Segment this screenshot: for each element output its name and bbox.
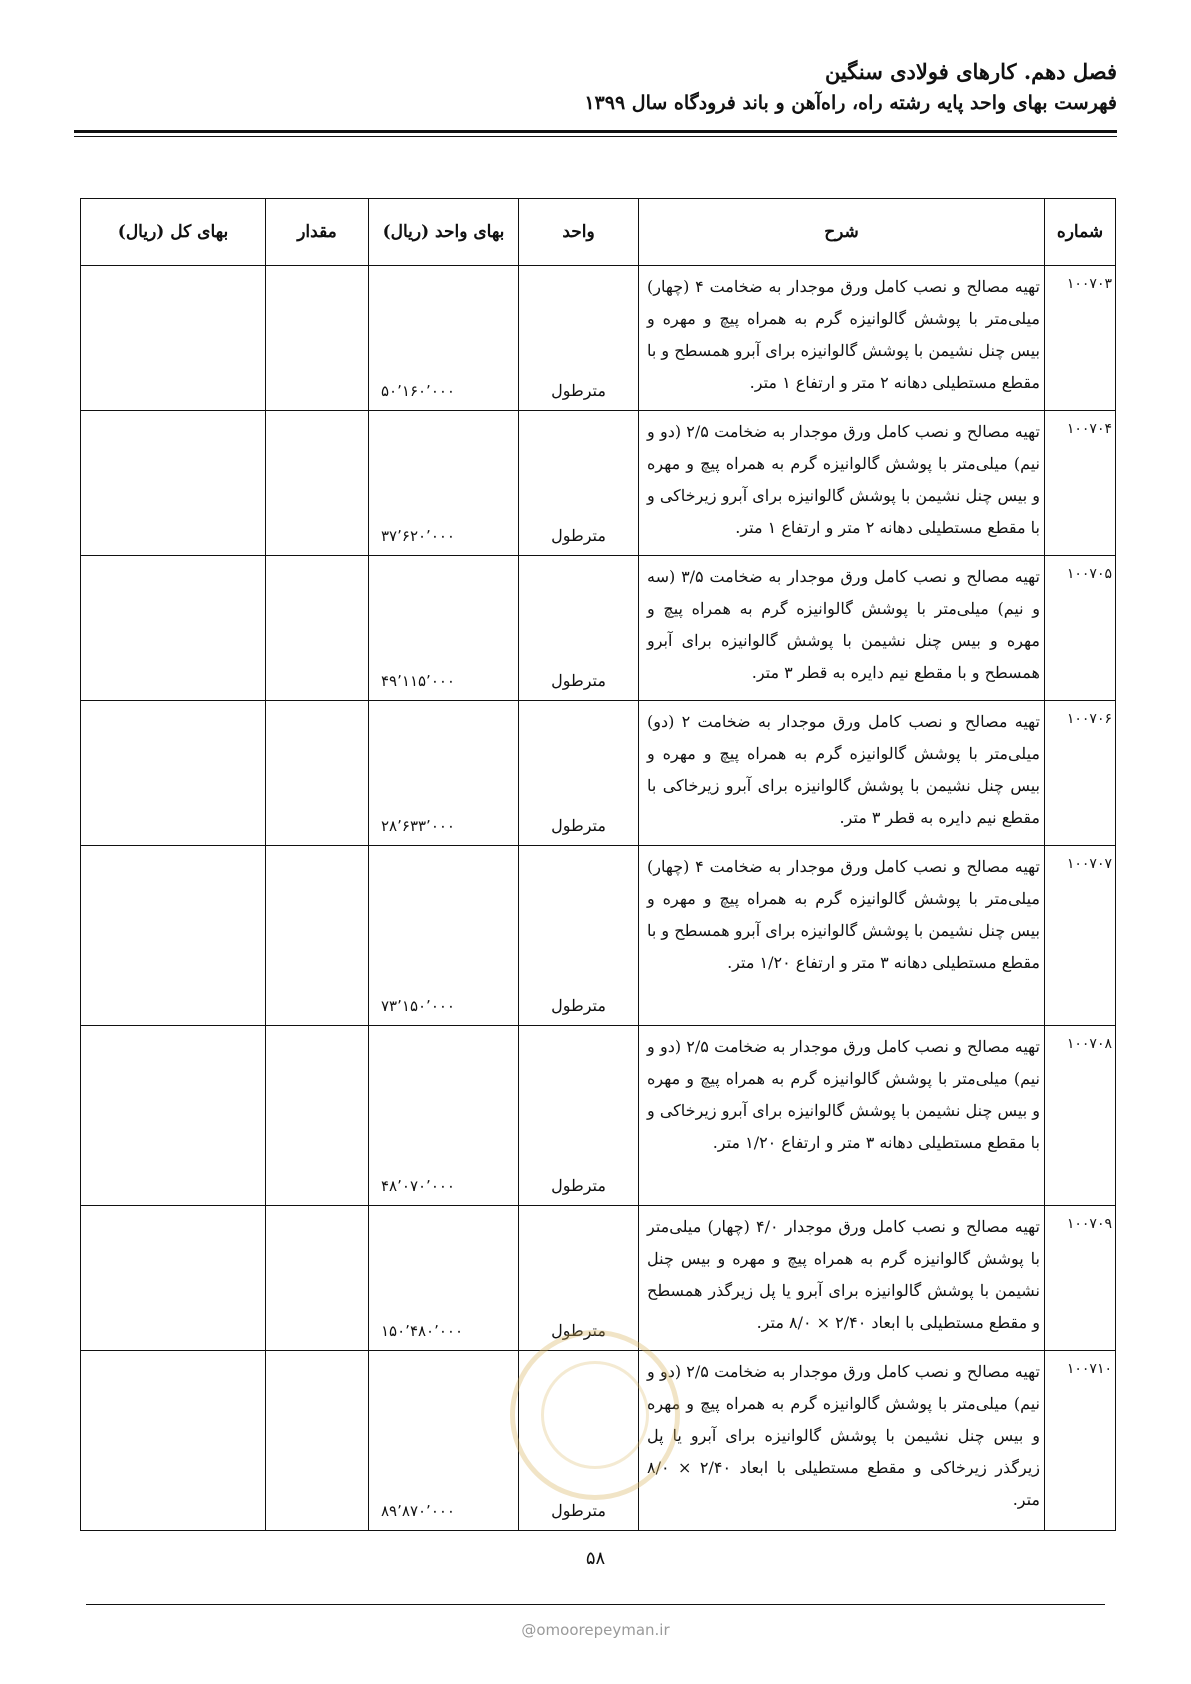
item-total-price [81, 556, 266, 701]
item-quantity [266, 1206, 369, 1351]
table-row [81, 1026, 1116, 1206]
footer-website: @omoorepeyman.ir [521, 1621, 670, 1639]
item-number: ۱۰۰۷۰۵ [1045, 556, 1116, 701]
column-header-description: شرح [639, 199, 1045, 266]
page-number: ۵۸ [585, 1548, 606, 1569]
header-rule-thick [74, 130, 1117, 133]
item-number: ۱۰۰۷۰۸ [1045, 1026, 1116, 1206]
page-header [74, 56, 1117, 118]
item-total-price [81, 411, 266, 556]
table-row [81, 1351, 1116, 1531]
item-description: تهیه مصالح و نصب کامل ورق موجدار به ضخامت ۳/۵ (سه و نیم) میلی‌متر با پوشش گالوانیزه گرم به همراه پیچ و مهره و بیس چنل نشیمن با پوشش گالوانیزه برای آبرو همسطح و با مقطع نیم دایره به قطر ۳ متر. [639, 556, 1045, 701]
item-quantity [266, 1351, 369, 1531]
item-unit-price: ۴۸٬۰۷۰٬۰۰۰ [369, 1026, 519, 1206]
item-unit: مترطول [519, 556, 639, 701]
item-total-price [81, 1351, 266, 1531]
item-unit-price: ۷۳٬۱۵۰٬۰۰۰ [369, 846, 519, 1026]
item-number: ۱۰۰۷۱۰ [1045, 1351, 1116, 1531]
table-row [81, 556, 1116, 701]
table-row [81, 266, 1116, 411]
item-unit-price: ۳۷٬۶۲۰٬۰۰۰ [369, 411, 519, 556]
column-header-quantity: مقدار [266, 199, 369, 266]
item-description: تهیه مصالح و نصب کامل ورق موجدار به ضخامت ۴ (چهار) میلی‌متر با پوشش گالوانیزه گرم به همراه پیچ و مهره و بیس چنل نشیمن با پوشش گالوانیزه برای آبرو همسطح و با مقطع مستطیلی دهانه ۳ متر و ارتفاع ۱/۲۰ متر. [639, 846, 1045, 1026]
item-number: ۱۰۰۷۰۳ [1045, 266, 1116, 411]
item-quantity [266, 556, 369, 701]
document-subtitle: فهرست بهای واحد پایه رشته راه، راه‌آهن و باند فرودگاه سال ۱۳۹۹ [584, 92, 1117, 114]
item-unit-price: ۱۵۰٬۴۸۰٬۰۰۰ [369, 1206, 519, 1351]
item-unit: مترطول [519, 1026, 639, 1206]
item-total-price [81, 266, 266, 411]
item-description: تهیه مصالح و نصب کامل ورق موجدار به ضخامت ۲/۵ (دو و نیم) میلی‌متر با پوشش گالوانیزه گرم به همراه پیچ و مهره و بیس چنل نشیمن با پوشش گالوانیزه برای آبرو زیرخاکی و با مقطع مستطیلی دهانه ۲ متر و ارتفاع ۱ متر. [639, 411, 1045, 556]
item-quantity [266, 1026, 369, 1206]
item-description: تهیه مصالح و نصب کامل ورق موجدار به ضخامت ۲/۵ (دو و نیم) میلی‌متر با پوشش گالوانیزه گرم به همراه پیچ و مهره و بیس چنل نشیمن با پوشش گالوانیزه برای آبرو زیرخاکی و با مقطع مستطیلی دهانه ۳ متر و ارتفاع ۱/۲۰ متر. [639, 1026, 1045, 1206]
item-description: تهیه مصالح و نصب کامل ورق موجدار ۴/۰ (چهار) میلی‌متر با پوشش گالوانیزه گرم به همراه پیچ و مهره و بیس چنل نشیمن با پوشش گالوانیزه برای آبرو یا پل زیرگذر همسطح و مقطع مستطیلی با ابعاد ۲/۴۰ × ۸/۰ متر. [639, 1206, 1045, 1351]
item-unit-price: ۸۹٬۸۷۰٬۰۰۰ [369, 1351, 519, 1531]
item-quantity [266, 701, 369, 846]
item-unit-price: ۵۰٬۱۶۰٬۰۰۰ [369, 266, 519, 411]
table-row [81, 1206, 1116, 1351]
item-number: ۱۰۰۷۰۶ [1045, 701, 1116, 846]
item-unit-price: ۲۸٬۶۳۳٬۰۰۰ [369, 701, 519, 846]
table-row [81, 846, 1116, 1026]
column-header-number: شماره [1045, 199, 1116, 266]
item-description: تهیه مصالح و نصب کامل ورق موجدار به ضخامت ۲/۵ (دو و نیم) میلی‌متر با پوشش گالوانیزه گرم به همراه پیچ و مهره و بیس چنل نشیمن با پوشش گالوانیزه برای آبرو یا پل زیرگذر زیرخاکی و مقطع مستطیلی با ابعاد ۲/۴۰ × ۸/۰ متر. [639, 1351, 1045, 1531]
item-unit: مترطول [519, 701, 639, 846]
item-description: تهیه مصالح و نصب کامل ورق موجدار به ضخامت ۴ (چهار) میلی‌متر با پوشش گالوانیزه گرم به همراه پیچ و مهره و بیس چنل نشیمن با پوشش گالوانیزه برای آبرو همسطح و با مقطع مستطیلی دهانه ۲ متر و ارتفاع ۱ متر. [639, 266, 1045, 411]
chapter-title: فصل دهم. کارهای فولادی سنگین [824, 59, 1117, 84]
item-total-price [81, 1026, 266, 1206]
item-unit-price: ۴۹٬۱۱۵٬۰۰۰ [369, 556, 519, 701]
item-unit: مترطول [519, 1206, 639, 1351]
footer-rule [86, 1604, 1105, 1605]
item-quantity [266, 411, 369, 556]
item-unit: مترطول [519, 1351, 639, 1531]
item-quantity [266, 266, 369, 411]
item-unit: مترطول [519, 846, 639, 1026]
item-total-price [81, 701, 266, 846]
item-total-price [81, 1206, 266, 1351]
column-header-unit: واحد [519, 199, 639, 266]
price-list-table [80, 198, 1116, 1531]
item-total-price [81, 846, 266, 1026]
table-header-row [81, 199, 1116, 266]
item-number: ۱۰۰۷۰۴ [1045, 411, 1116, 556]
item-number: ۱۰۰۷۰۹ [1045, 1206, 1116, 1351]
table-row [81, 701, 1116, 846]
column-header-unit-price: بهای واحد (ریال) [369, 199, 519, 266]
item-description: تهیه مصالح و نصب کامل ورق موجدار به ضخامت ۲ (دو) میلی‌متر با پوشش گالوانیزه گرم به همراه پیچ و مهره و بیس چنل نشیمن با پوشش گالوانیزه برای آبرو زیرخاکی با مقطع نیم دایره به قطر ۳ متر. [639, 701, 1045, 846]
item-number: ۱۰۰۷۰۷ [1045, 846, 1116, 1026]
item-unit: مترطول [519, 411, 639, 556]
item-quantity [266, 846, 369, 1026]
column-header-total-price: بهای کل (ریال) [81, 199, 266, 266]
item-unit: مترطول [519, 266, 639, 411]
header-rule-thin [74, 136, 1117, 137]
table-row [81, 411, 1116, 556]
